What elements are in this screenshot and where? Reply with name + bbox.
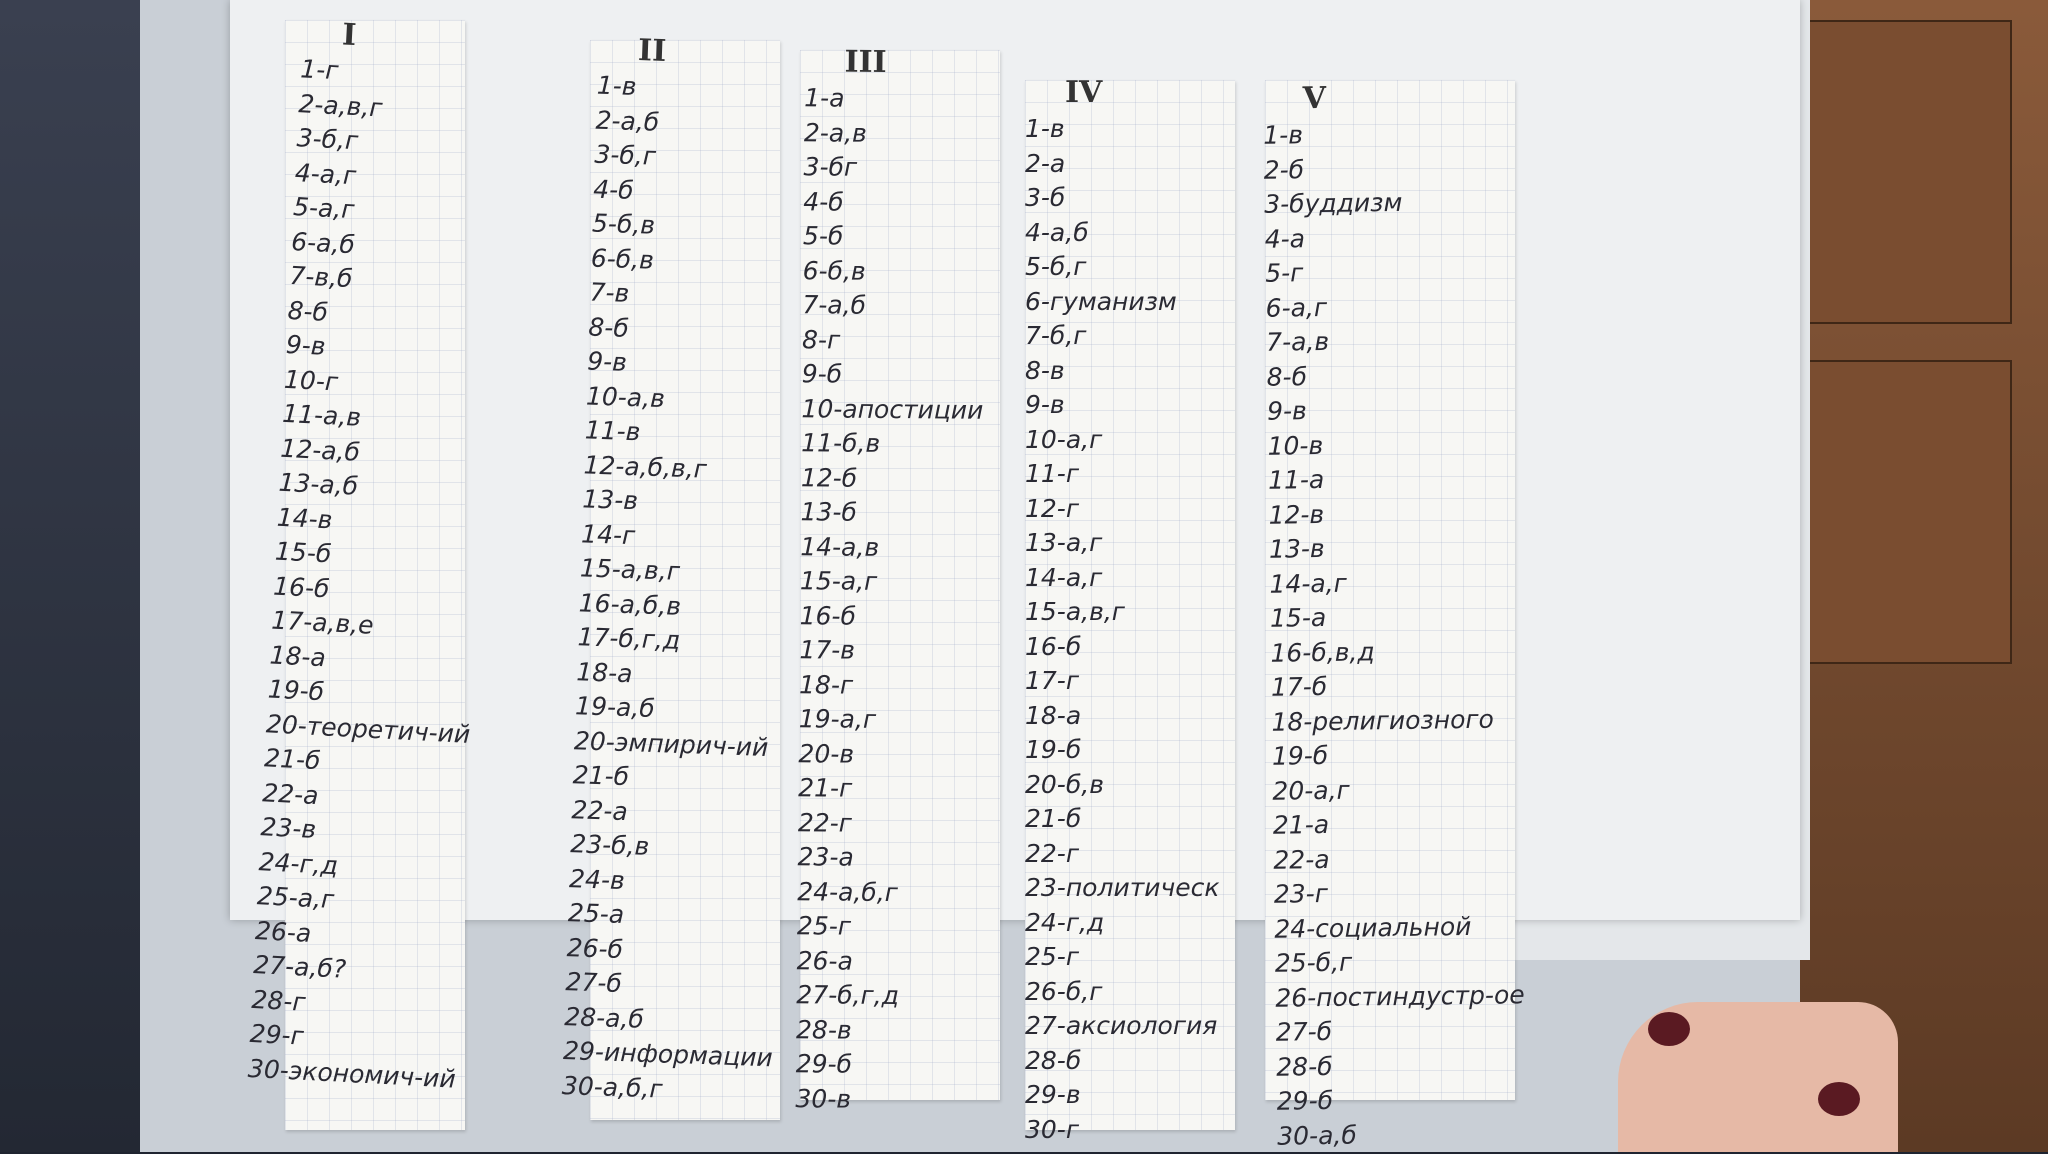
list-item: 5-а,г (292, 192, 356, 225)
list-item: 26-постиндустр-ое (1275, 979, 1525, 1013)
list-item: 20-теоретич-ий (265, 708, 471, 749)
list-item: 25-а (567, 898, 625, 930)
list-item: 21-б (572, 760, 630, 792)
answer-list (1263, 115, 1527, 1153)
list-item: 26-а (254, 915, 313, 948)
list-item: 16-б,в,д (1270, 636, 1375, 668)
list-item: 22-а (1273, 844, 1330, 875)
list-item: 23-б,в (569, 829, 650, 861)
list-item: 19-б (267, 674, 325, 707)
list-item: 3-б (1025, 183, 1066, 212)
list-item: 2-а,в (803, 117, 867, 148)
answer-column-5 (1263, 78, 1527, 1153)
list-item: 1-в (596, 70, 638, 102)
list-item: 7-а,б (802, 290, 867, 320)
list-item: 22-а (261, 777, 320, 810)
list-item: 12-а,б (279, 433, 361, 467)
list-item: 22-г (797, 807, 852, 838)
list-item: 4-б (803, 186, 844, 217)
list-item: 10-в (1267, 430, 1324, 461)
list-item: 27-б,г,д (796, 980, 900, 1011)
list-item: 13-в (581, 484, 639, 516)
list-item: 18-г (798, 669, 854, 700)
list-item: 23-политическ (1025, 873, 1220, 902)
list-item: 28-а,б (563, 1001, 645, 1034)
list-item: 25-г (1025, 942, 1079, 971)
list-item: 21-б (1025, 804, 1082, 833)
list-item: 18-а (1025, 700, 1082, 730)
list-item: 18-а (575, 656, 634, 688)
list-item: 1-г (299, 54, 340, 86)
list-item: 15-а (1269, 602, 1327, 633)
list-item: 4-а (1264, 223, 1306, 254)
list-item: 11-г (1025, 459, 1079, 488)
fingernail (1818, 1082, 1860, 1116)
list-item: 7-б,г (1025, 321, 1087, 350)
list-item: 8-г (801, 324, 841, 355)
list-item: 4-а,б (1025, 217, 1089, 247)
list-item: 25-а,г (256, 881, 335, 915)
list-item: 26-б,г (1025, 976, 1103, 1006)
list-item: 1-в (1263, 120, 1304, 150)
answer-list (795, 81, 986, 1118)
list-item: 8-б (587, 311, 630, 343)
column-numeral: V (1302, 80, 1327, 117)
list-item: 4-б (592, 174, 635, 205)
list-item: 21-а (1272, 809, 1330, 840)
list-item: 22-а (571, 794, 629, 826)
list-item: 27-б (1275, 1016, 1333, 1047)
list-item: 13-а,г (1025, 528, 1103, 557)
list-item: 9-в (1025, 390, 1065, 419)
list-item: 16-б (799, 600, 857, 631)
list-item: 6-гуманизм (1025, 286, 1177, 316)
list-item: 21-б (263, 743, 322, 776)
column-numeral: II (637, 33, 667, 70)
list-item: 27-аксиология (1025, 1011, 1218, 1040)
list-item: 12-а,б,в,г (583, 449, 708, 484)
list-item: 23-г (1273, 878, 1329, 909)
list-item: 6-а,г (1265, 292, 1328, 323)
fingernail (1648, 1012, 1690, 1046)
list-item: 10-г (283, 364, 339, 397)
list-item: 30-экономич-ий (247, 1053, 457, 1094)
column-numeral: I (341, 17, 358, 54)
list-item: 24-г,д (258, 846, 339, 880)
list-item: 10-апостиции (801, 393, 984, 425)
list-item: 17-а,в,е (270, 605, 375, 640)
answer-column-3 (795, 44, 986, 1118)
list-item: 1-в (1025, 114, 1065, 143)
list-item: 14-г (580, 518, 636, 550)
answer-column-4 (1025, 75, 1220, 1147)
list-item: 11-б,в (801, 428, 881, 458)
answer-list (561, 69, 807, 1111)
list-item: 3-бг (803, 152, 858, 182)
list-item: 18-а (268, 639, 327, 672)
list-item: 7-а,в (1265, 326, 1330, 357)
list-item: 13-в (1268, 533, 1325, 564)
list-item: 24-в (568, 863, 626, 895)
list-item: 6-б,в (590, 243, 655, 275)
list-item: 16-б (1025, 631, 1082, 661)
list-item: 14-а,в (800, 531, 880, 562)
list-item: 30-в (795, 1083, 852, 1114)
list-item: 2-б (1263, 154, 1305, 185)
list-item: 6-а,б (290, 226, 356, 259)
list-item: 15-а,г (799, 566, 878, 596)
list-item: 25-б,г (1274, 947, 1353, 978)
list-item: 29-б (795, 1049, 853, 1079)
list-item: 29-информации (562, 1036, 774, 1073)
list-item: 26-а (796, 945, 853, 976)
list-item: 16-б (272, 571, 331, 603)
list-item: 2-а (1025, 148, 1066, 178)
list-item: 19-б (1271, 740, 1329, 771)
list-item: 11-а,в (281, 398, 362, 432)
list-item: 9-в (1266, 396, 1307, 426)
list-item: 23-а (797, 842, 854, 872)
column-numeral: IV (1065, 75, 1103, 110)
list-item: 19-а,б (574, 691, 656, 724)
list-item: 3-б,г (296, 123, 359, 156)
list-item: 30-а,б (1277, 1120, 1357, 1151)
list-item: 5-б,в (591, 208, 656, 240)
list-item: 9-в (285, 329, 327, 361)
list-item: 17-г (1025, 666, 1079, 695)
list-item: 20-б,в (1025, 769, 1104, 799)
list-item: 19-б (1025, 735, 1082, 764)
list-item: 12-в (1268, 499, 1325, 530)
list-item: 2-а,в,г (297, 88, 384, 123)
list-item: 12-б (800, 462, 858, 493)
list-item: 8-б (286, 295, 329, 327)
list-item: 28-б (1276, 1051, 1333, 1082)
list-item: 26-б (566, 932, 624, 964)
list-item: 11-а (1267, 464, 1325, 495)
list-item: 27-а,б? (252, 950, 347, 984)
list-item: 24-а,б,г (797, 876, 899, 907)
list-item: 9-в (586, 346, 628, 377)
list-item: 13-б (800, 497, 857, 527)
list-item: 1-а (804, 83, 845, 113)
list-item: 25-г (796, 911, 852, 941)
list-item: 14-а,г (1025, 562, 1103, 592)
list-item: 17-в (799, 635, 856, 665)
list-item: 15-а,в,г (579, 553, 681, 586)
list-item: 15-а,в,г (1025, 597, 1125, 626)
list-item: 8-в (1025, 355, 1065, 385)
list-item: 14-в (276, 502, 334, 534)
list-item: 2-а,б (595, 105, 660, 137)
list-item: 13-а,б (277, 467, 359, 501)
list-item: 5-б,г (1025, 252, 1087, 281)
list-item: 10-а,г (1025, 424, 1103, 454)
list-item: 28-б (1025, 1045, 1082, 1075)
list-item: 20-эмпирич-ий (573, 725, 769, 762)
list-item: 3-буддизм (1264, 187, 1403, 219)
answer-list (1025, 112, 1220, 1147)
list-item: 29-б (1276, 1085, 1334, 1116)
list-item: 22-г (1025, 838, 1079, 868)
answer-column-2 (561, 32, 808, 1111)
list-item: 23-в (259, 812, 317, 845)
list-item: 14-а,г (1269, 568, 1347, 599)
column-numeral: III (844, 44, 887, 80)
list-item: 29-г (249, 1018, 305, 1051)
list-item: 9-б (801, 359, 843, 389)
list-item: 30-а,б,г (561, 1070, 664, 1104)
list-item: 17-б,г,д (577, 622, 681, 655)
list-item: 12-г (1025, 493, 1079, 523)
list-item: 10-а,в (585, 380, 666, 413)
list-item: 27-б (565, 967, 623, 999)
list-item: 7-в (589, 277, 630, 308)
list-item: 20-в (798, 738, 855, 769)
list-item: 17-б (1270, 671, 1328, 702)
list-item: 24-г,д (1025, 907, 1105, 937)
list-item: 3-б,г (593, 139, 657, 171)
list-item: 28-в (795, 1014, 852, 1045)
desk-panel (1788, 20, 2012, 324)
list-item: 19-а,г (798, 704, 877, 734)
list-item: 16-а,б,в (578, 587, 682, 621)
list-item: 7-в,б (288, 260, 354, 294)
list-item: 29-в (1025, 1080, 1081, 1109)
list-item: 24-социальной (1274, 911, 1472, 944)
list-item: 4-а,г (294, 157, 357, 190)
list-item: 5-б (802, 221, 844, 251)
list-item: 30-г (1025, 1114, 1079, 1144)
list-item: 20-а,г (1272, 775, 1350, 806)
list-item: 15-б (274, 536, 333, 569)
hand (1618, 1002, 1898, 1152)
list-item: 8-б (1266, 361, 1308, 392)
list-item: 28-г (250, 984, 307, 1017)
list-item: 21-г (798, 773, 853, 803)
list-item: 5-г (1264, 258, 1304, 288)
list-item: 6-б,в (802, 255, 866, 286)
list-item: 11-в (584, 415, 641, 447)
list-item: 18-религиозного (1271, 704, 1495, 737)
desk-panel (1788, 360, 2012, 664)
